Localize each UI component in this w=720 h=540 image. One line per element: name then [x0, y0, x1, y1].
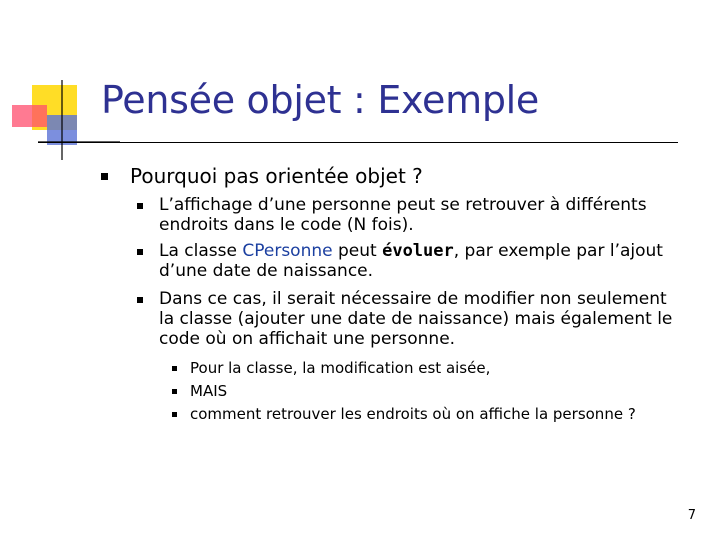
red-square [12, 105, 47, 127]
emphasized-verb: évoluer [382, 241, 454, 261]
subsubbullet-3: comment retrouver les endroits où on affiche la personne ? [190, 405, 636, 423]
bullet-square-icon [137, 249, 143, 255]
subsubbullet-2: MAIS [190, 382, 228, 400]
class-name: CPersonne [242, 241, 333, 261]
bullet-square-icon [137, 297, 143, 303]
subbullet-2: La classe CPersonne peut évoluer, par exemple par l’ajout d’une date de naissance. [159, 241, 663, 281]
subbullet-3: Dans ce cas, il serait nécessaire de modifier non seulement la classe (ajouter une date de naissance) mais également le code où on affichait une personne. [159, 289, 673, 349]
bullet-square-icon [172, 366, 177, 371]
bullet-square-icon [172, 389, 177, 394]
slide-title: Pensée objet : Exemple [101, 78, 540, 122]
title-underline [38, 142, 678, 143]
main-bullet: Pourquoi pas orientée objet ? [130, 164, 423, 188]
page-number: 7 [687, 508, 696, 523]
bullet-square-icon [101, 173, 108, 180]
bullet-square-icon [172, 412, 177, 417]
bullet-square-icon [137, 203, 143, 209]
subsubbullet-1: Pour la classe, la modification est aisée, [190, 359, 491, 377]
subbullet-1: L’affichage d’une personne peut se retrouver à différents endroits dans le code (N fois). [159, 195, 647, 235]
